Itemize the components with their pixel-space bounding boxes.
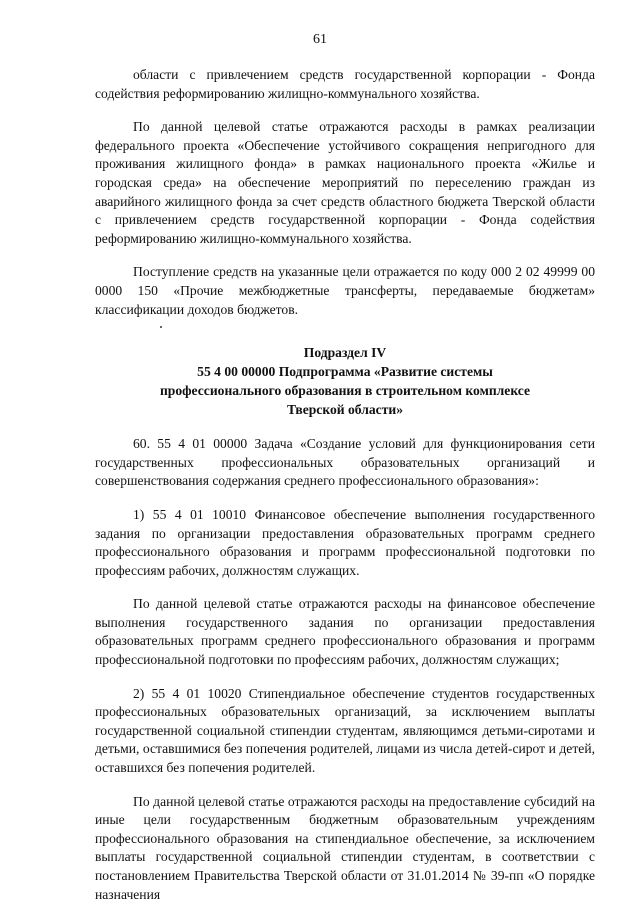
paragraph: По данной целевой статье отражаются расходы на финансовое обеспечение выполнения государственного задания по организации предоставления образовательных программ среднего профессионального образования и программ профессиональной подготовки по профессиям рабочих, должностям служащих; — [95, 596, 595, 668]
section-heading — [95, 343, 595, 419]
paragraph: По данной целевой статье отражаются расходы в рамках реализации федерального проекта «Обеспечение устойчивого сокращения непригодного для проживания жилищного фонда» в рамках национального проекта «Жилье и городская среда» на обеспечение мероприятий по переселению граждан из аварийного жилищного фонда за счет средств областного бюджета Тверской области с привлечением средств государственной корпорации - Фонда содействия реформированию жилищно-коммунального хозяйства. — [95, 119, 595, 246]
heading-line: Тверской области» — [286, 402, 404, 418]
heading-line: 55 4 00 00000 Подпрограмма «Развитие системы — [197, 364, 493, 380]
heading-line: Подраздел IV — [303, 345, 387, 361]
paragraph-task: 60. 55 4 01 00000 Задача «Создание условий для функционирования сети государственных профессиональных образовательных организаций и совершенствования содержания среднего профессионального образования»: — [95, 436, 595, 489]
paragraph: Поступление средств на указанные цели отражается по коду 000 2 02 49999 00 0000 150 «Прочие межбюджетные трансферты, передаваемые бюджетам» классификации доходов бюджетов. — [95, 264, 595, 317]
heading-line: профессионального образования в строительном комплексе — [159, 383, 531, 399]
paragraph: По данной целевой статье отражаются расходы на предоставление субсидий на иные цели государственным бюджетным образовательным учреждениям профессионального образования на стипендиальное обеспечение, за исключением выплаты государственной социальной стипендии студентам, в соответствии с постановлением Правительства Тверской области от 31.01.2014 № 39-пп «О порядке назначения — [95, 793, 595, 902]
page-number: 61 — [313, 32, 327, 47]
paragraph-item: 1) 55 4 01 10010 Финансовое обеспечение выполнения государственного задания по организации предоставления образовательных программ среднего профессионального образования и программ профессиональной подготовки по профессиям рабочих, должностям служащих. — [95, 506, 595, 578]
paragraph-continuation: области с привлечением средств государственной корпорации - Фонда содействия реформированию жилищно-коммунального хозяйства. — [95, 67, 595, 101]
document-body — [95, 66, 595, 919]
paragraph-item: 2) 55 4 01 10020 Стипендиальное обеспечение студентов государственных профессиональных образовательных организаций, за исключением выплаты государственной социальной стипендии студентам, являющимся детьми-сиротами и детьми, оставшимися без попечения родителей, лицами из числа детей-сирот и детей, оставшихся без попечения родителей. — [95, 685, 595, 776]
